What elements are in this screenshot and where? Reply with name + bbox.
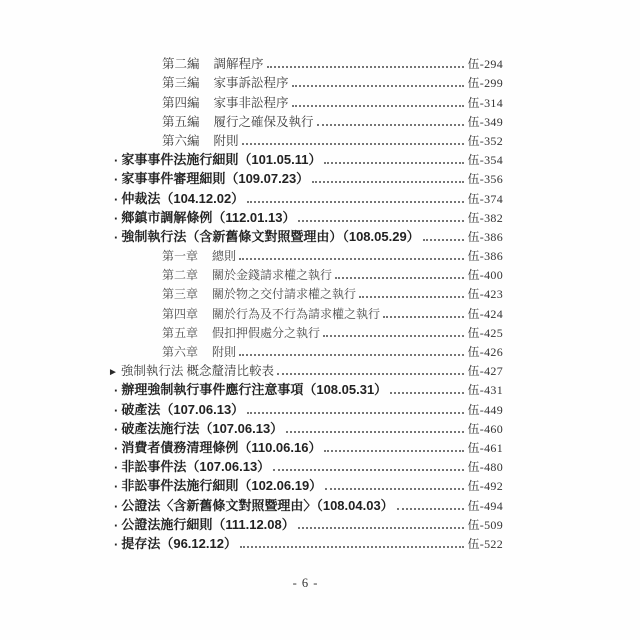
bullet-icon: · xyxy=(114,479,119,495)
dotted-leader xyxy=(325,487,463,490)
toc-row-page: 伍-431 xyxy=(467,383,503,398)
toc-row-label: 第五編 xyxy=(162,114,200,129)
bullet-icon: · xyxy=(114,210,119,226)
dotted-leader xyxy=(267,65,464,68)
toc-row-title: 公證法施行細則（111.12.08） xyxy=(121,516,295,532)
toc-row xyxy=(108,514,503,533)
bullet-icon: · xyxy=(114,536,119,552)
dotted-leader xyxy=(292,104,464,107)
dotted-leader xyxy=(324,449,463,452)
toc-row-label: 第二編 xyxy=(162,57,200,72)
toc-row-title: 破產法施行法（107.06.13） xyxy=(121,420,284,436)
dotted-leader xyxy=(247,200,463,203)
dotted-leader xyxy=(317,123,464,126)
toc-row xyxy=(108,130,503,149)
dotted-leader xyxy=(277,372,463,375)
toc-row-title: 破產法（107.06.13） xyxy=(121,401,245,417)
toc-row-title: 仲裁法（104.12.02） xyxy=(121,190,245,206)
toc-row xyxy=(108,475,503,494)
toc-row xyxy=(108,168,503,187)
toc-row-title: 關於物之交付請求權之執行 xyxy=(212,287,357,302)
toc-row-title: 非訟事件法（107.06.13） xyxy=(121,459,271,475)
toc-row xyxy=(108,302,503,321)
toc-row-title: 家事事件審理細則（109.07.23） xyxy=(121,171,310,187)
toc-row xyxy=(108,72,503,91)
toc-row xyxy=(108,207,503,226)
toc-row-title: 附則 xyxy=(213,133,239,148)
toc-row xyxy=(108,360,503,379)
dotted-leader xyxy=(312,180,463,183)
toc-row-page: 伍-294 xyxy=(467,57,503,72)
toc-row xyxy=(108,322,503,341)
toc-row-title: 鄉鎮市調解條例（112.01.13） xyxy=(121,209,296,225)
toc-row xyxy=(108,437,503,456)
toc-row-title: 履行之確保及執行 xyxy=(213,114,314,129)
toc-row-page: 伍-356 xyxy=(467,172,503,187)
dotted-leader xyxy=(390,391,463,394)
toc-row-label: 第一章 xyxy=(162,249,199,264)
toc-row-title: 公證法〈含新舊條文對照暨理由〉（108.04.03） xyxy=(121,497,394,513)
toc-row-page: 伍-352 xyxy=(467,133,503,148)
toc-row-title: 非訟事件法施行細則（102.06.19） xyxy=(121,478,323,494)
toc-row-label: 第三編 xyxy=(162,76,200,91)
toc-row-title: 家事非訟程序 xyxy=(213,95,289,110)
bullet-icon: · xyxy=(114,440,119,456)
dotted-leader xyxy=(286,430,463,433)
toc-row xyxy=(108,494,503,513)
toc-row-page: 伍-494 xyxy=(467,498,503,513)
toc-row xyxy=(108,283,503,302)
toc-row-title: 消費者債務清理條例（110.06.16） xyxy=(121,439,322,455)
toc-row-title: 強制執行法（含新舊條文對照暨理由）（108.05.29） xyxy=(121,228,420,244)
dotted-leader xyxy=(423,238,464,241)
toc-row-page: 伍-426 xyxy=(467,345,503,359)
toc-row-page: 伍-492 xyxy=(467,479,503,494)
toc-row xyxy=(108,418,503,437)
toc-row xyxy=(108,379,503,398)
toc-row-title: 關於金錢請求權之執行 xyxy=(212,268,333,283)
bullet-icon: · xyxy=(114,229,119,245)
toc-row xyxy=(108,149,503,168)
arrow-icon: ► xyxy=(108,367,118,379)
toc-row xyxy=(108,111,503,130)
toc-row-page: 伍-386 xyxy=(467,229,503,244)
page-footer xyxy=(108,576,503,591)
toc-row-title: 家事訴訟程序 xyxy=(213,76,289,91)
bullet-icon: · xyxy=(114,153,119,169)
toc-row-page: 伍-424 xyxy=(467,306,503,321)
toc-row-page: 伍-382 xyxy=(467,210,503,225)
dotted-leader xyxy=(239,353,463,356)
dotted-leader xyxy=(242,142,464,145)
toc-row xyxy=(108,91,503,110)
toc-row xyxy=(108,53,503,72)
bullet-icon: · xyxy=(114,383,119,399)
dotted-leader xyxy=(273,468,463,471)
toc-row-page: 伍-423 xyxy=(467,287,503,302)
dotted-leader xyxy=(359,295,463,298)
toc-row-page: 伍-374 xyxy=(467,191,503,206)
toc-row-page: 伍-509 xyxy=(467,517,503,532)
toc-row-page: 伍-460 xyxy=(467,421,503,436)
table-of-contents xyxy=(108,53,503,552)
footer-page-number: - 6 - xyxy=(292,576,319,590)
toc-row-page: 伍-299 xyxy=(467,76,503,91)
toc-row-label: 第四編 xyxy=(162,95,200,110)
bullet-icon: · xyxy=(114,460,119,476)
dotted-leader xyxy=(323,334,463,337)
toc-row xyxy=(108,226,503,245)
toc-row-title: 附則 xyxy=(212,345,237,359)
toc-row-page: 伍-386 xyxy=(467,249,503,264)
toc-row-label: 第六章 xyxy=(162,345,199,359)
dotted-leader xyxy=(397,507,464,510)
toc-row-page: 伍-349 xyxy=(467,114,503,129)
bullet-icon: · xyxy=(114,421,119,437)
dotted-leader xyxy=(383,315,463,318)
toc-row-label: 第二章 xyxy=(162,268,199,283)
bullet-icon: · xyxy=(114,191,119,207)
dotted-leader xyxy=(298,219,463,222)
toc-row-title: 家事事件法施行細則（101.05.11） xyxy=(121,152,322,168)
toc-row-page: 伍-427 xyxy=(467,364,503,379)
toc-row-title: 辦理強制執行事件應行注意事項（108.05.31） xyxy=(121,382,388,398)
toc-row-page: 伍-449 xyxy=(467,402,503,417)
bullet-icon: · xyxy=(114,172,119,188)
toc-row-title: 強制執行法 概念釐清比較表 xyxy=(120,364,275,379)
toc-row-title: 關於行為及不行為請求權之執行 xyxy=(212,306,381,321)
toc-row-page: 伍-522 xyxy=(467,536,503,551)
toc-row-page: 伍-480 xyxy=(467,460,503,475)
dotted-leader xyxy=(247,411,463,414)
toc-row xyxy=(108,187,503,206)
toc-row xyxy=(108,456,503,475)
toc-row xyxy=(108,533,503,552)
toc-row-label: 第六編 xyxy=(162,133,200,148)
toc-row xyxy=(108,398,503,417)
toc-row xyxy=(108,264,503,283)
toc-row-label: 第五章 xyxy=(162,325,199,340)
bullet-icon: · xyxy=(114,402,119,418)
bullet-icon: · xyxy=(114,517,119,533)
dotted-leader xyxy=(335,276,463,279)
dotted-leader xyxy=(240,545,464,548)
toc-row-label: 第四章 xyxy=(162,306,199,321)
toc-row-page: 伍-354 xyxy=(467,153,503,168)
toc-row-title: 提存法（96.12.12） xyxy=(121,535,237,551)
toc-row xyxy=(108,341,503,360)
dotted-leader xyxy=(292,84,464,87)
toc-row-title: 調解程序 xyxy=(213,57,264,72)
dotted-leader xyxy=(324,161,463,164)
toc-row-label: 第三章 xyxy=(162,287,199,302)
toc-row xyxy=(108,245,503,264)
dotted-leader xyxy=(239,257,463,260)
toc-row-title: 總則 xyxy=(212,249,237,264)
toc-row-page: 伍-425 xyxy=(467,325,503,340)
toc-row-page: 伍-461 xyxy=(467,440,503,455)
toc-row-title: 假扣押假處分之執行 xyxy=(212,325,321,340)
toc-row-page: 伍-400 xyxy=(467,268,503,283)
toc-row-page: 伍-314 xyxy=(467,95,503,110)
dotted-leader xyxy=(298,526,464,529)
bullet-icon: · xyxy=(114,498,119,514)
